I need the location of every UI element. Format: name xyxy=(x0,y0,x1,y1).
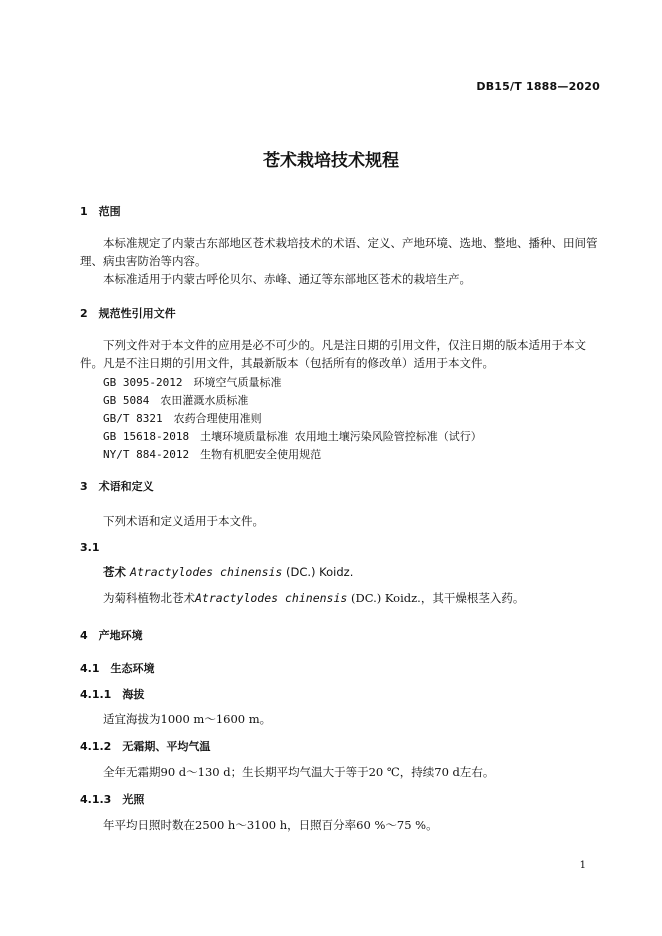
section-4-1-1-heading: 4.1.1 海拔 xyxy=(80,688,145,701)
section-4-1-3-heading: 4.1.3 光照 xyxy=(80,793,145,806)
term-3-1-name xyxy=(103,564,353,580)
section-4-1-2-text: 全年无霜期90 d～130 d；生长期平均气温大于等于20 ℃，持续70 d左右。 xyxy=(103,765,495,779)
definition-latin: Atractylodes chinensis xyxy=(195,591,348,605)
section-2-paragraph: 下列文件对于本文件的应用是必不可少的。凡是注日期的引用文件，仅注日期的版本适用于本文件。凡是不注日期的引用文件，其最新版本（包括所有的修改单）适用于本文件。 xyxy=(80,338,586,370)
definition-prefix: 为菊科植物北苍术 xyxy=(103,591,195,605)
term-author: (DC.) Koidz. xyxy=(282,565,354,579)
section-3-paragraph: 下列术语和定义适用于本文件。 xyxy=(103,514,264,528)
standard-code: DB15/T 1888—2020 xyxy=(476,80,600,93)
definition-suffix: (DC.) Koidz.，其干燥根茎入药。 xyxy=(347,591,525,605)
section-4-heading: 4 产地环境 xyxy=(80,629,143,642)
section-4-1-2-heading: 4.1.2 无霜期、平均气温 xyxy=(80,740,211,753)
section-2-heading: 2 规范性引用文件 xyxy=(80,307,176,320)
term-3-1-definition xyxy=(103,589,524,607)
section-4-1-3-text: 年平均日照时数在2500 h～3100 h，日照百分率60 %～75 %。 xyxy=(103,818,438,832)
document-title: 苍术栽培技术规程 xyxy=(263,151,399,171)
section-1-paragraph-1: 本标准规定了内蒙古东部地区苍术栽培技术的术语、定义、产地环境、选地、整地、播种、田间管理、病虫害防治等内容。 xyxy=(80,236,598,268)
reference-item: NY/T 884-2012 生物有机肥安全使用规范 xyxy=(103,448,322,461)
term-latin: Atractylodes chinensis xyxy=(130,565,283,579)
section-4-1-heading: 4.1 生态环境 xyxy=(80,662,155,675)
section-1-heading: 1 范围 xyxy=(80,205,121,218)
term-3-1-number: 3.1 xyxy=(80,541,100,554)
reference-item: GB 3095-2012 环境空气质量标准 xyxy=(103,376,282,389)
term-cn: 苍术 xyxy=(103,565,131,579)
section-4-1-1-text: 适宜海拔为1000 m～1600 m。 xyxy=(103,712,272,726)
reference-item: GB 5084 农田灌溉水质标准 xyxy=(103,394,249,407)
reference-item: GB/T 8321 农药合理使用准则 xyxy=(103,412,262,425)
section-3-heading: 3 术语和定义 xyxy=(80,480,154,493)
page-number: 1 xyxy=(579,860,586,871)
reference-item: GB 15618-2018 土壤环境质量标准 农用地土壤污染风险管控标准（试行） xyxy=(103,430,482,443)
section-1-paragraph-2: 本标准适用于内蒙古呼伦贝尔、赤峰、通辽等东部地区苍术的栽培生产。 xyxy=(103,272,471,286)
